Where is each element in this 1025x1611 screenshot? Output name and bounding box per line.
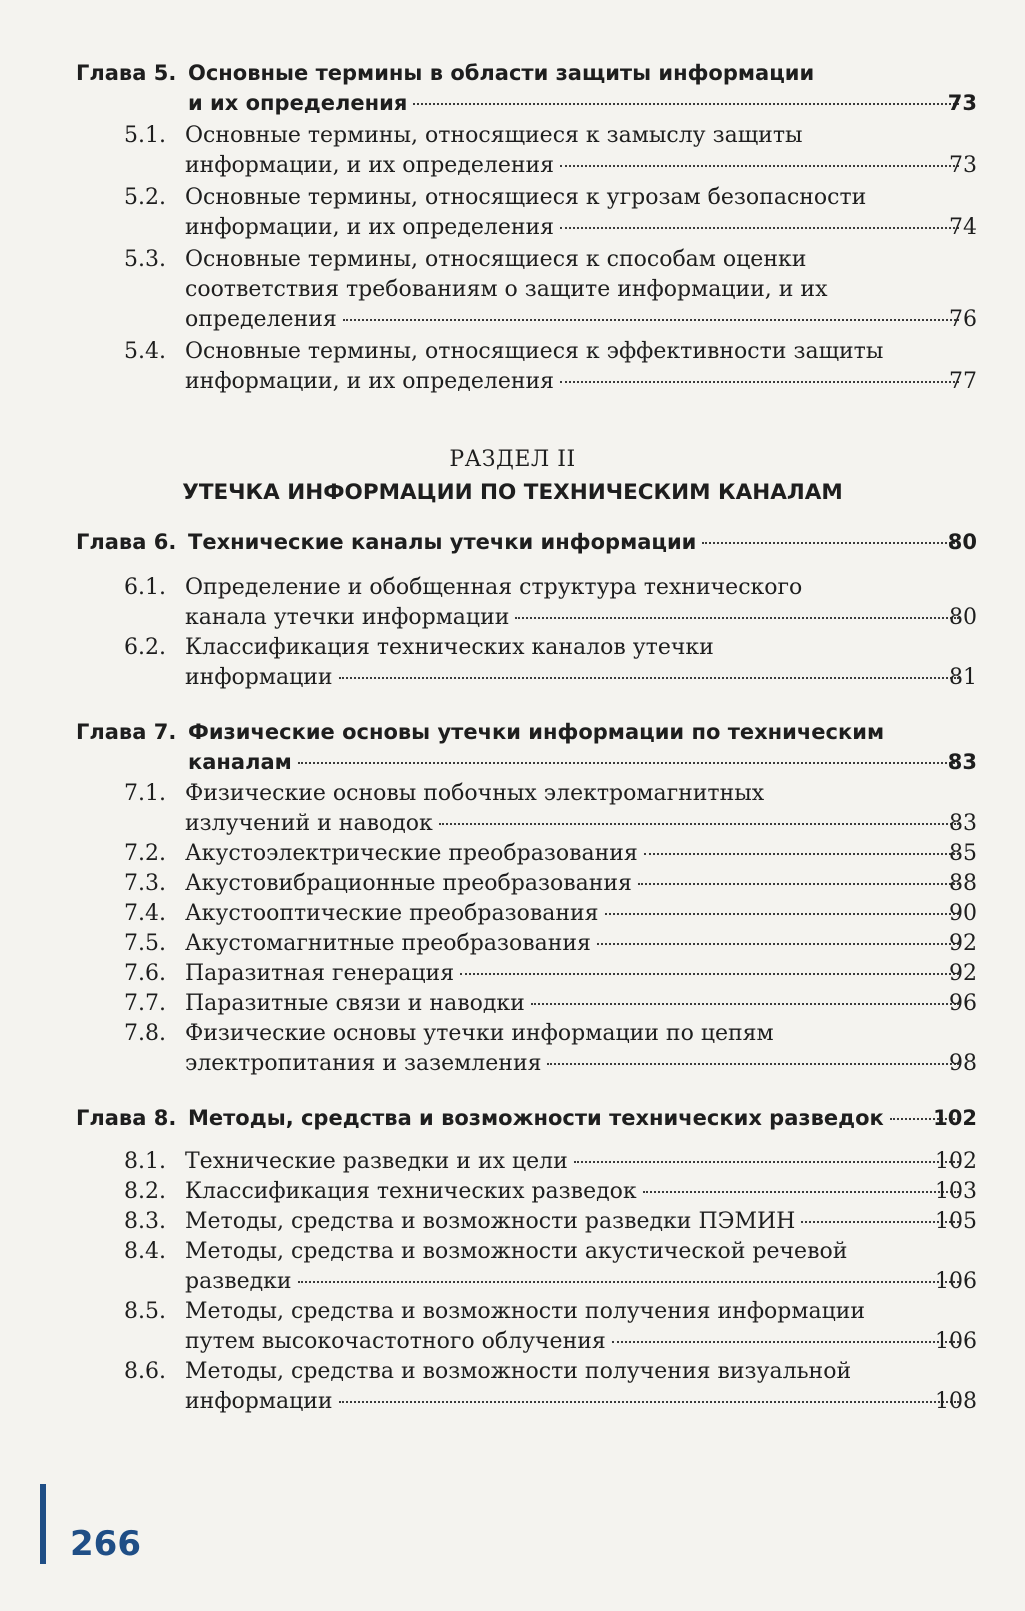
entry-title-line: определения bbox=[185, 307, 337, 332]
dot-leader bbox=[339, 1401, 959, 1403]
entry-title-line: информации bbox=[185, 1389, 333, 1414]
section-number: 7.4. bbox=[124, 901, 166, 926]
page-reference: 102 bbox=[935, 1149, 977, 1174]
toc-section-entry[interactable] bbox=[0, 1207, 1025, 1237]
entry-title-line: Основные термины, относящиеся к эффективности защиты bbox=[185, 339, 884, 364]
entry-title-line: Паразитные связи и наводки bbox=[185, 991, 525, 1016]
dot-leader bbox=[560, 381, 959, 383]
dot-leader bbox=[547, 1063, 959, 1065]
entry-title-line: соответствия требованиям о защите информации, и их bbox=[185, 277, 828, 302]
toc-section-entry[interactable] bbox=[0, 1357, 1025, 1417]
toc-section-entry[interactable] bbox=[0, 779, 1025, 839]
page-reference: 73 bbox=[947, 91, 977, 115]
page-reference: 85 bbox=[949, 841, 977, 866]
dot-leader bbox=[339, 677, 959, 679]
page-reference: 102 bbox=[933, 1106, 977, 1130]
page-reference: 81 bbox=[949, 665, 977, 690]
dot-leader bbox=[515, 617, 959, 619]
section-number: 7.8. bbox=[124, 1021, 166, 1046]
entry-title-line: Методы, средства и возможности получения визуальной bbox=[185, 1359, 852, 1384]
toc-chapter-entry[interactable] bbox=[0, 717, 1025, 777]
section-number: 8.4. bbox=[124, 1239, 166, 1264]
entry-title-line: Методы, средства и возможности технических разведок bbox=[188, 1106, 884, 1130]
part-label: РАЗДЕЛ II bbox=[449, 447, 576, 472]
entry-title-line: Физические основы утечки информации по техническим bbox=[188, 720, 885, 744]
chapter-number: Глава 8. bbox=[76, 1106, 177, 1130]
entry-title-line: Методы, средства и возможности акустической речевой bbox=[185, 1239, 848, 1264]
entry-title-line: Технические разведки и их цели bbox=[185, 1149, 568, 1174]
entry-title-line: излучений и наводок bbox=[185, 811, 433, 836]
section-number: 7.3. bbox=[124, 871, 166, 896]
dot-leader bbox=[413, 103, 959, 105]
toc-section-entry[interactable] bbox=[0, 183, 1025, 243]
dot-leader bbox=[343, 319, 959, 321]
toc-section-entry[interactable] bbox=[0, 121, 1025, 181]
entry-title-line: Акустоэлектрические преобразования bbox=[185, 841, 638, 866]
toc-section-entry[interactable] bbox=[0, 929, 1025, 959]
section-number: 7.5. bbox=[124, 931, 166, 956]
section-number: 5.2. bbox=[124, 185, 166, 210]
entry-title-line: информации bbox=[185, 665, 333, 690]
entry-title-line: электропитания и заземления bbox=[185, 1051, 542, 1076]
dot-leader bbox=[612, 1341, 959, 1343]
chapter-number: Глава 5. bbox=[76, 61, 177, 85]
toc-section-entry[interactable] bbox=[0, 989, 1025, 1019]
section-number: 6.2. bbox=[124, 635, 166, 660]
entry-title-line: каналам bbox=[188, 750, 292, 774]
section-number: 7.2. bbox=[124, 841, 166, 866]
section-number: 5.3. bbox=[124, 247, 166, 272]
toc-section-entry[interactable] bbox=[0, 633, 1025, 693]
section-number: 7.1. bbox=[124, 781, 166, 806]
toc-chapter-entry[interactable] bbox=[0, 58, 1025, 118]
toc-section-entry[interactable] bbox=[0, 1237, 1025, 1297]
section-number: 6.1. bbox=[124, 575, 166, 600]
page-reference: 90 bbox=[949, 901, 977, 926]
dot-leader bbox=[531, 1003, 959, 1005]
page-reference: 83 bbox=[949, 811, 977, 836]
section-number: 8.3. bbox=[124, 1209, 166, 1234]
section-number: 5.1. bbox=[124, 123, 166, 148]
page-reference: 106 bbox=[935, 1329, 977, 1354]
entry-title-line: Акустомагнитные преобразования bbox=[185, 931, 591, 956]
section-number: 8.6. bbox=[124, 1359, 166, 1384]
page-reference: 108 bbox=[935, 1389, 977, 1414]
dot-leader bbox=[638, 883, 959, 885]
entry-title-line: канала утечки информации bbox=[185, 605, 510, 630]
page-margin-bar bbox=[40, 1484, 46, 1564]
toc-section-entry[interactable] bbox=[0, 573, 1025, 633]
toc-section-entry[interactable] bbox=[0, 869, 1025, 899]
page-reference: 80 bbox=[947, 530, 977, 554]
section-number: 8.5. bbox=[124, 1299, 166, 1324]
table-of-contents bbox=[0, 58, 1025, 1417]
entry-title-line: информации, и их определения bbox=[185, 153, 555, 178]
chapter-number: Глава 7. bbox=[76, 720, 177, 744]
page-number: 266 bbox=[70, 1524, 141, 1564]
entry-title-line: Физические основы побочных электромагнитных bbox=[185, 781, 765, 806]
entry-title-line: Определение и обобщенная структура технического bbox=[185, 575, 803, 600]
page-reference: 76 bbox=[949, 307, 977, 332]
toc-section-entry[interactable] bbox=[0, 1147, 1025, 1177]
page-reference: 92 bbox=[949, 931, 977, 956]
dot-leader bbox=[439, 823, 959, 825]
toc-section-entry[interactable] bbox=[0, 245, 1025, 335]
entry-title-line: Основные термины, относящиеся к угрозам безопасности bbox=[185, 185, 867, 210]
entry-title-line: разведки bbox=[185, 1269, 292, 1294]
dot-leader bbox=[298, 762, 959, 764]
page-reference: 74 bbox=[949, 215, 977, 240]
page-reference: 106 bbox=[935, 1269, 977, 1294]
section-number: 8.1. bbox=[124, 1149, 166, 1174]
page-reference: 88 bbox=[949, 871, 977, 896]
entry-title-line: Основные термины, относящиеся к замыслу защиты bbox=[185, 123, 803, 148]
toc-section-entry[interactable] bbox=[0, 1019, 1025, 1079]
toc-chapter-entry[interactable] bbox=[0, 1103, 1025, 1133]
toc-section-entry[interactable] bbox=[0, 337, 1025, 397]
entry-title-line: Основные термины в области защиты информации bbox=[188, 61, 815, 85]
section-number: 7.7. bbox=[124, 991, 166, 1016]
dot-leader bbox=[560, 165, 959, 167]
entry-title-line: Методы, средства и возможности получения информации bbox=[185, 1299, 866, 1324]
page-reference: 92 bbox=[949, 961, 977, 986]
entry-title-line: Акустовибрационные преобразования bbox=[185, 871, 632, 896]
part-title: УТЕЧКА ИНФОРМАЦИИ ПО ТЕХНИЧЕСКИМ КАНАЛАМ bbox=[182, 480, 843, 505]
toc-section-entry[interactable] bbox=[0, 1297, 1025, 1357]
entry-title-line: информации, и их определения bbox=[185, 369, 555, 394]
toc-section-entry[interactable] bbox=[0, 839, 1025, 869]
section-number: 7.6. bbox=[124, 961, 166, 986]
entry-title-line: информации, и их определения bbox=[185, 215, 555, 240]
section-number: 8.2. bbox=[124, 1179, 166, 1204]
dot-leader bbox=[574, 1161, 959, 1163]
entry-title-line: Основные термины, относящиеся к способам оценки bbox=[185, 247, 807, 272]
page-reference: 98 bbox=[949, 1051, 977, 1076]
toc-chapter-entry[interactable] bbox=[0, 527, 1025, 557]
entry-title-line: Технические каналы утечки информации bbox=[188, 530, 697, 554]
dot-leader bbox=[702, 542, 959, 544]
toc-section-entry[interactable] bbox=[0, 899, 1025, 929]
entry-title-line: и их определения bbox=[188, 91, 408, 115]
dot-leader bbox=[460, 973, 959, 975]
page-reference: 103 bbox=[935, 1179, 977, 1204]
entry-title-line: путем высокочастотного облучения bbox=[185, 1329, 606, 1354]
dot-leader bbox=[643, 1191, 959, 1193]
entry-title-line: Паразитная генерация bbox=[185, 961, 455, 986]
dot-leader bbox=[560, 227, 959, 229]
page-reference: 73 bbox=[949, 153, 977, 178]
entry-title-line: Методы, средства и возможности разведки ПЭМИН bbox=[185, 1209, 796, 1234]
entry-title-line: Акустооптические преобразования bbox=[185, 901, 599, 926]
page-reference: 105 bbox=[935, 1209, 977, 1234]
page-reference: 96 bbox=[949, 991, 977, 1016]
chapter-number: Глава 6. bbox=[76, 530, 177, 554]
toc-section-entry[interactable] bbox=[0, 959, 1025, 989]
section-number: 5.4. bbox=[124, 339, 166, 364]
toc-section-entry[interactable] bbox=[0, 1177, 1025, 1207]
dot-leader bbox=[605, 913, 959, 915]
dot-leader bbox=[298, 1281, 959, 1283]
part-heading bbox=[0, 447, 1025, 505]
dot-leader bbox=[644, 853, 959, 855]
page-reference: 83 bbox=[947, 750, 977, 774]
entry-title-line: Классификация технических каналов утечки bbox=[185, 635, 714, 660]
page-reference: 80 bbox=[949, 605, 977, 630]
entry-title-line: Классификация технических разведок bbox=[185, 1179, 637, 1204]
dot-leader bbox=[597, 943, 959, 945]
entry-title-line: Физические основы утечки информации по цепям bbox=[185, 1021, 774, 1046]
page-reference: 77 bbox=[949, 369, 977, 394]
